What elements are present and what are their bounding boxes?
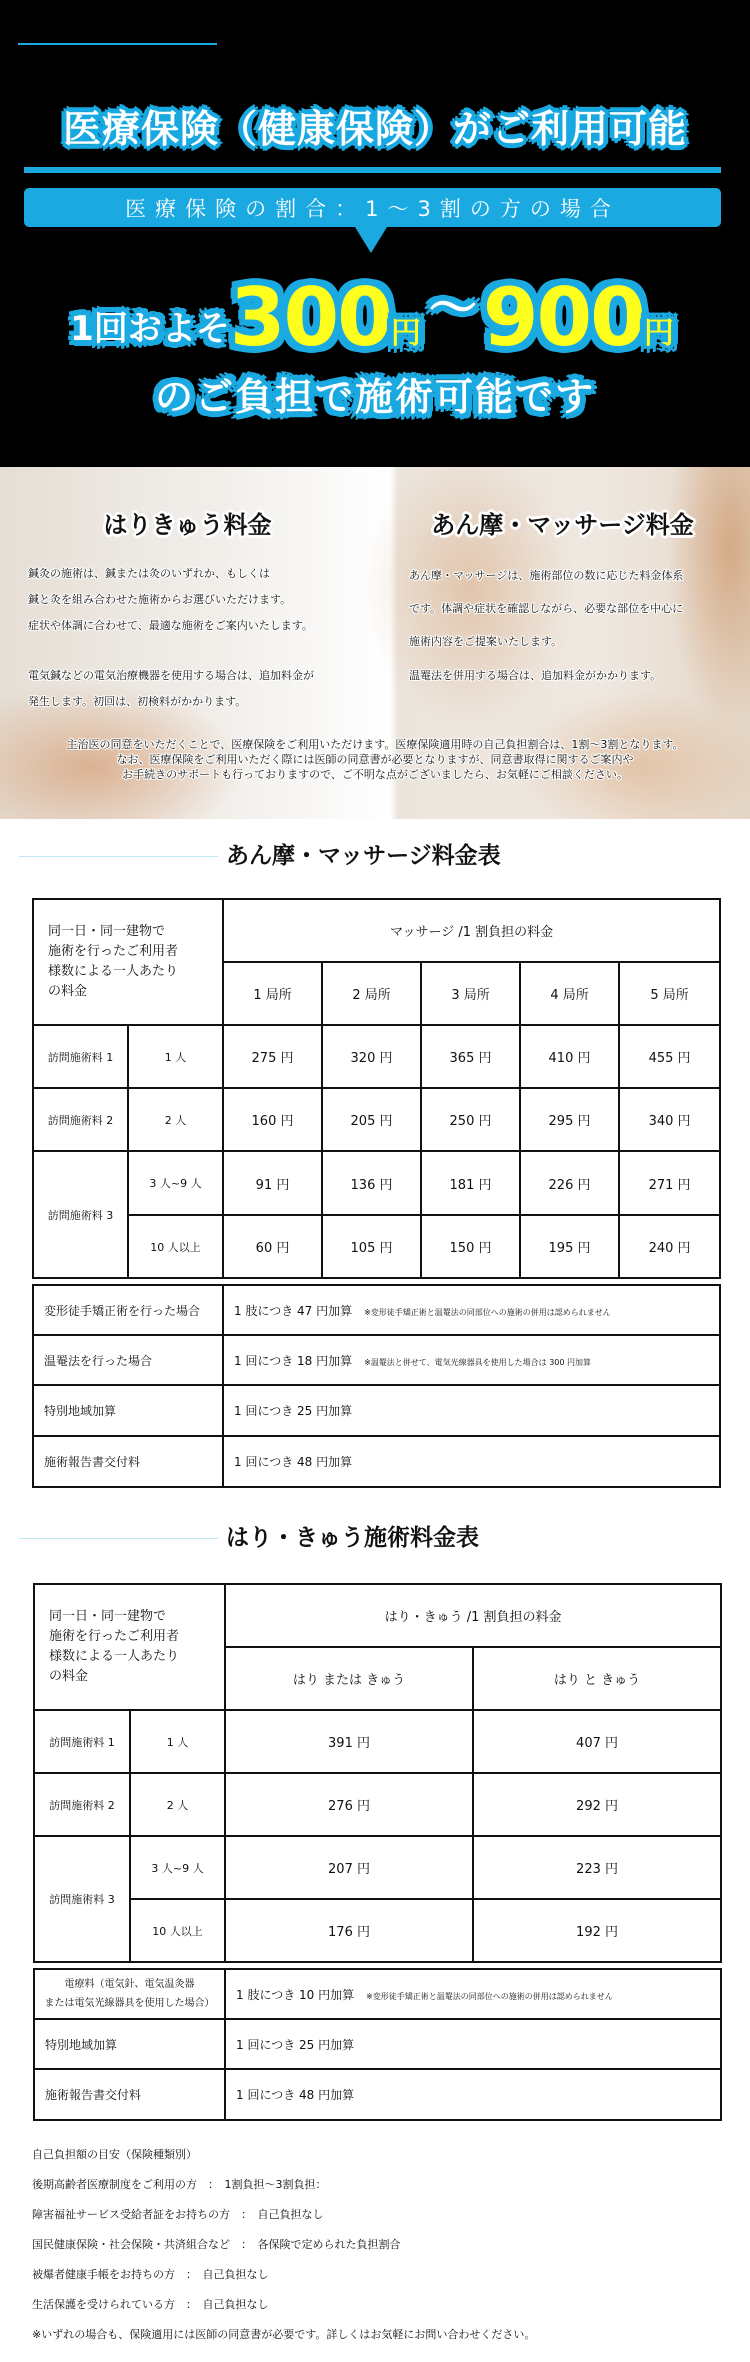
row-label: 訪問施術料 3	[33, 1151, 128, 1278]
addon-value: 1 肢につき 10 円加算 ※変形徒手矯正術と温罨法の同部位への施術の併用は認められません	[225, 1969, 721, 2019]
price-lead: 1回およそ	[70, 309, 230, 349]
price-cell: 275 円	[223, 1025, 322, 1088]
price-cell: 105 円	[322, 1215, 421, 1278]
decorative-line	[19, 1538, 218, 1539]
acupuncture-section-header	[0, 1519, 750, 1559]
intro-text: 施術内容をご提案いたします。	[409, 635, 563, 648]
insurance-note	[0, 737, 750, 782]
table-row	[33, 1151, 720, 1215]
price-min: 300	[229, 271, 391, 364]
yen-unit: 円	[390, 316, 421, 351]
copay-item: 被爆者健康手帳をお持ちの方 ： 自己負担なし	[32, 2268, 269, 2281]
copay-item: 後期高齢者医療制度をご利用の方 ： 1割負担～3割負担：	[32, 2178, 327, 2191]
table-row	[33, 1215, 720, 1278]
column-header: 1 局所	[223, 962, 322, 1025]
acupuncture-intro	[0, 467, 375, 737]
price-cell: 271 円	[619, 1151, 720, 1215]
copay-item: 国民健康保険・社会保険・共済組合など ： 各保険で定められた負担割合	[32, 2238, 401, 2251]
row-count: 1 人	[130, 1710, 225, 1773]
addon-note: ※変形徒手矯正術と温罨法の同部位への施術の併用は認められません	[364, 1307, 611, 1317]
addon-label: 施術報告書交付料	[34, 2069, 225, 2120]
price-cell: 250 円	[421, 1088, 520, 1151]
price-cell: 320 円	[322, 1025, 421, 1088]
row-count: 3 人~9 人	[130, 1836, 225, 1899]
ribbon-arrow-icon	[355, 227, 387, 253]
addon-label: 特別地域加算	[33, 1385, 223, 1436]
table-row	[33, 1088, 720, 1151]
addon-label: 電療料（電気針、電気温灸器 または電気光線器具を使用した場合）	[34, 1969, 225, 2019]
price-cell: 276 円	[225, 1773, 473, 1836]
addon-note: ※温罨法と併せて、電気光線器具を使用した場合は 300 円加算	[364, 1357, 592, 1367]
group-header: マッサージ /1 割負担の料金	[223, 899, 720, 962]
addon-row	[34, 2019, 721, 2069]
table-corner-header: 同一日・同一建物で 施術を行ったご利用者 様数による一人あたり の料金	[33, 899, 223, 1025]
price-cell: 60 円	[223, 1215, 322, 1278]
hero-divider	[24, 167, 721, 173]
intro-text: 発生します。初回は、初検料がかかります。	[28, 695, 247, 708]
row-count: 10 人以上	[130, 1899, 225, 1962]
addon-row	[33, 1335, 720, 1385]
table-row	[34, 1710, 721, 1773]
section-title: はり・きゅう施術料金表	[226, 1525, 479, 1551]
group-header: はり・きゅう /1 割負担の料金	[225, 1584, 721, 1647]
massage-addon-table	[32, 1284, 721, 1488]
table-corner-header: 同一日・同一建物で 施術を行ったご利用者 様数による一人あたり の料金	[34, 1584, 225, 1710]
row-label: 訪問施術料 2	[34, 1773, 130, 1836]
column-header: 3 局所	[421, 962, 520, 1025]
copay-guide	[32, 2140, 732, 2350]
price-cell: 160 円	[223, 1088, 322, 1151]
addon-value: 1 肢につき 47 円加算 ※変形徒手矯正術と温罨法の同部位への施術の併用は認められません	[223, 1285, 720, 1335]
column-header: はり または きゅう	[225, 1647, 473, 1710]
acupuncture-price-table	[33, 1583, 722, 1963]
price-cell: 292 円	[473, 1773, 721, 1836]
copay-item: 生活保護を受けられている方 ： 自己負担なし	[32, 2298, 269, 2311]
row-count: 10 人以上	[128, 1215, 223, 1278]
intro-text: 症状や体調に合わせて、最適な施術をご案内いたします。	[28, 619, 313, 632]
addon-label: 特別地域加算	[34, 2019, 225, 2069]
row-count: 2 人	[130, 1773, 225, 1836]
price-cell: 150 円	[421, 1215, 520, 1278]
price-cell: 195 円	[520, 1215, 619, 1278]
row-count: 1 人	[128, 1025, 223, 1088]
addon-row	[34, 1969, 721, 2019]
price-cell: 226 円	[520, 1151, 619, 1215]
addon-value: 1 回につき 18 円加算 ※温罨法と併せて、電気光線器具を使用した場合は 300 円加算	[223, 1335, 720, 1385]
addon-label: 施術報告書交付料	[33, 1436, 223, 1487]
massage-price-table	[32, 898, 721, 1279]
addon-row	[33, 1385, 720, 1436]
table-row	[34, 1836, 721, 1899]
price-cell: 91 円	[223, 1151, 322, 1215]
price-cell: 391 円	[225, 1710, 473, 1773]
price-cell: 223 円	[473, 1836, 721, 1899]
addon-value: 1 回につき 25 円加算	[223, 1385, 720, 1436]
massage-intro	[375, 467, 750, 737]
decorative-line	[19, 856, 218, 857]
price-max: 900	[482, 271, 644, 364]
price-cell: 455 円	[619, 1025, 720, 1088]
hero-title: 医療保険（健康保険）がご利用可能	[62, 106, 687, 151]
price-cell: 192 円	[473, 1899, 721, 1962]
note-line: なお、医療保険をご利用いただく際には医師の同意書が必要となりますが、同意書取得に関するご案内や	[116, 753, 634, 766]
intro-text: です。体調や症状を確認しながら、必要な部位を中心に	[409, 602, 684, 615]
intro-text: 電気鍼などの電気治療機器を使用する場合は、追加料金が	[28, 669, 314, 682]
row-label: 訪問施術料 2	[33, 1088, 128, 1151]
table-row	[34, 1773, 721, 1836]
addon-label: 変形徒手矯正術を行った場合	[33, 1285, 223, 1335]
copay-title: 自己負担額の目安（保険種類別）	[32, 2148, 197, 2161]
addon-note: ※変形徒手矯正術と温罨法の同部位への施術の併用は認められません	[366, 1991, 613, 2001]
massage-heading: あん摩・マッサージ料金	[431, 511, 694, 539]
row-label: 訪問施術料 1	[33, 1025, 128, 1088]
yen-unit: 円	[643, 316, 674, 351]
decorative-line	[18, 43, 217, 45]
column-header: 2 局所	[322, 962, 421, 1025]
price-cell: 136 円	[322, 1151, 421, 1215]
copay-item: 障害福祉サービス受給者証をお持ちの方 ： 自己負担なし	[32, 2208, 324, 2221]
addon-value: 1 回につき 48 円加算	[223, 1436, 720, 1487]
hero-subline: のご負担で施術可能です	[154, 375, 595, 419]
massage-section-header	[0, 837, 750, 877]
addon-label: 温罨法を行った場合	[33, 1335, 223, 1385]
price-cell: 205 円	[322, 1088, 421, 1151]
intro-text: 温罨法を併用する場合は、追加料金がかかります。	[409, 669, 662, 682]
price-cell: 207 円	[225, 1836, 473, 1899]
price-cell: 407 円	[473, 1710, 721, 1773]
addon-value: 1 回につき 48 円加算	[225, 2069, 721, 2120]
hero-banner	[0, 0, 750, 467]
copay-footnote: ※いずれの場合も、保険適用には医師の同意書が必要です。詳しくはお気軽にお問い合わせください。	[32, 2328, 536, 2341]
addon-row	[34, 2069, 721, 2120]
intro-text: あん摩・マッサージは、施術部位の数に応じた料金体系	[409, 569, 684, 582]
intro-photo-section	[0, 467, 750, 819]
row-count: 2 人	[128, 1088, 223, 1151]
price-cell: 340 円	[619, 1088, 720, 1151]
note-line: 主治医の同意をいただくことで、医療保険をご利用いただけます。医療保険適用時の自己負担割合は、1割～3割となります。	[66, 738, 684, 751]
table-row	[34, 1899, 721, 1962]
ratio-ribbon: 医療保険の割合：1～3割の方の場合	[24, 188, 721, 227]
intro-text: 鍼灸の施術は、鍼または灸のいずれか、もしくは	[28, 567, 270, 580]
column-header: はり と きゅう	[473, 1647, 721, 1710]
section-title: あん摩・マッサージ料金表	[226, 843, 501, 869]
table-row	[33, 1025, 720, 1088]
price-cell: 181 円	[421, 1151, 520, 1215]
addon-value: 1 回につき 25 円加算	[225, 2019, 721, 2069]
price-cell: 240 円	[619, 1215, 720, 1278]
acupuncture-addon-table	[33, 1968, 722, 2121]
acupuncture-heading: はりきゅう料金	[103, 511, 272, 539]
price-cell: 176 円	[225, 1899, 473, 1962]
price-range	[0, 258, 750, 364]
column-header: 4 局所	[520, 962, 619, 1025]
price-cell: 365 円	[421, 1025, 520, 1088]
addon-row	[33, 1436, 720, 1487]
addon-row	[33, 1285, 720, 1335]
row-count: 3 人~9 人	[128, 1151, 223, 1215]
price-cell: 295 円	[520, 1088, 619, 1151]
column-header: 5 局所	[619, 962, 720, 1025]
price-tilde: ～	[428, 280, 477, 336]
intro-text: 鍼と灸を組み合わせた施術からお選びいただけます。	[28, 593, 292, 606]
price-cell: 410 円	[520, 1025, 619, 1088]
row-label: 訪問施術料 1	[34, 1710, 130, 1773]
note-line: お手続きのサポートも行っておりますので、ご不明な点がございましたら、お気軽にご相談ください。	[122, 768, 628, 781]
row-label: 訪問施術料 3	[34, 1836, 130, 1962]
